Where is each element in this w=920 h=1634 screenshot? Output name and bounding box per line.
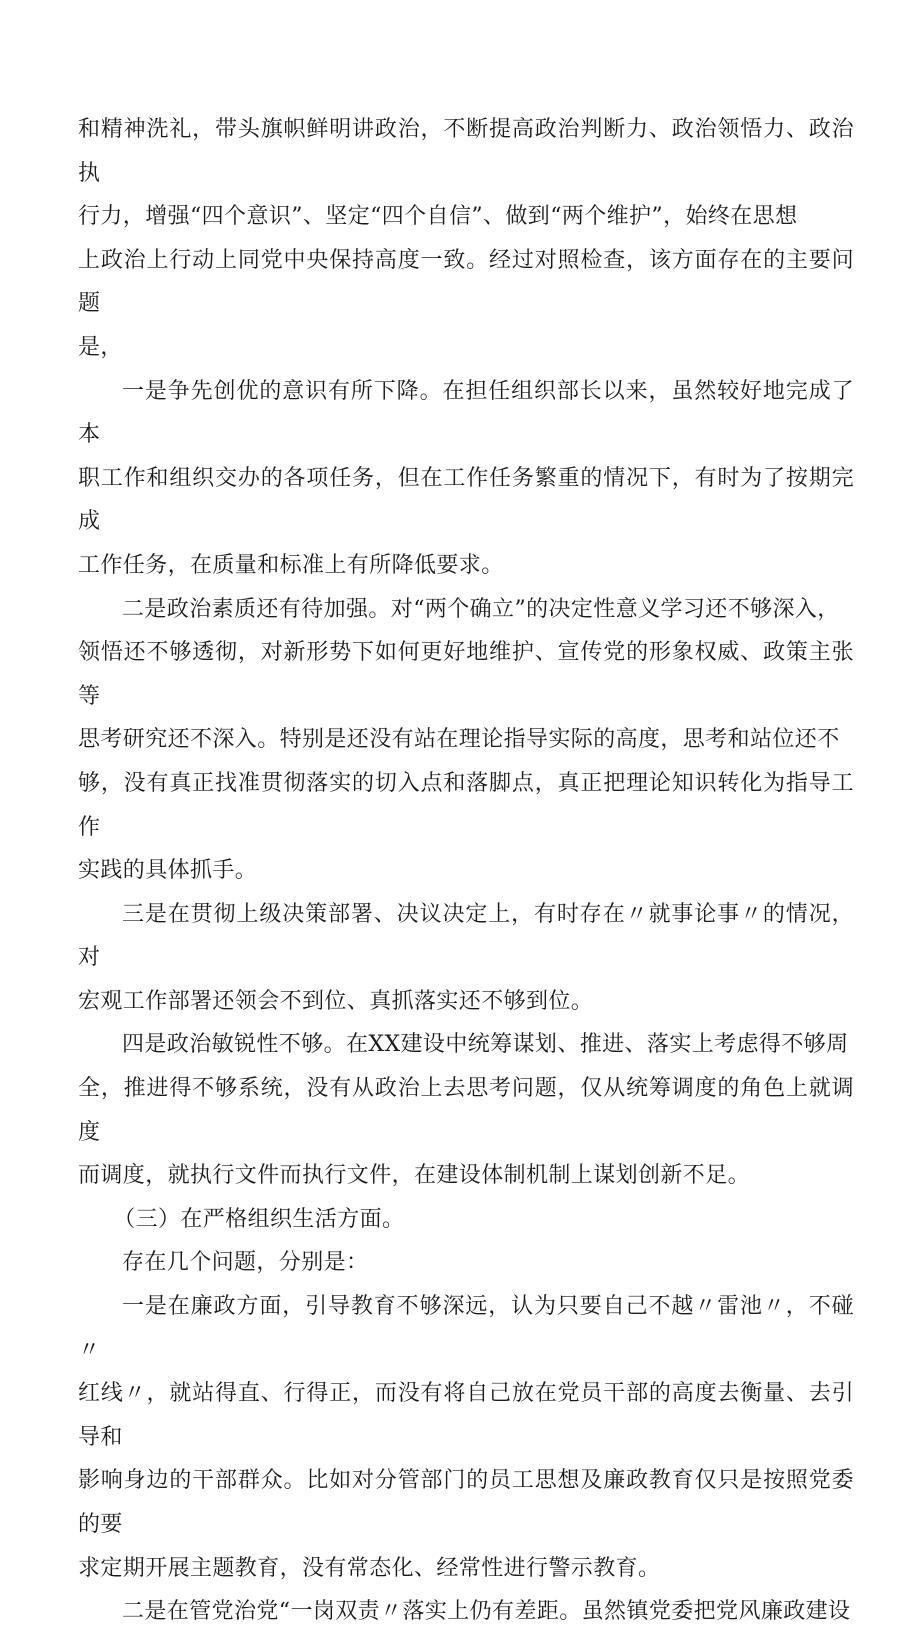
- paragraph-issue-four: [78, 1023, 854, 1197]
- text-line: 红线〃，就站得直、行得正，而没有将自己放在党员干部的高度去衡量、去引导和: [78, 1381, 854, 1450]
- text-line: 是，: [78, 334, 123, 360]
- section-heading: [78, 1198, 854, 1242]
- text-line: 实践的具体抓手。: [78, 858, 258, 884]
- text-line: 四是政治敏锐性不够。在XX建设中统筹谋划、推进、落实上考虑得不够周: [122, 1032, 849, 1058]
- document-body: [78, 108, 854, 1634]
- section-heading-text: （三）在严格组织生活方面。: [113, 1206, 405, 1232]
- text-line: 一是在廉政方面，引导教育不够深远，认为只要自己不越〃雷池〃，不碰〃: [78, 1294, 854, 1363]
- text-line: 上政治上行动上同党中央保持高度一致。经过对照检查，该方面存在的主要问题: [78, 247, 854, 317]
- text-line: 够，没有真正找准贯彻落实的切入点和落脚点，真正把理论知识转化为指导工作: [78, 770, 854, 840]
- text-line: 存在几个问题，分别是：: [122, 1250, 369, 1276]
- paragraph-issue-two: [78, 588, 854, 893]
- text-line: 工作任务，在质量和标准上有所降低要求。: [78, 552, 504, 578]
- text-line: 而调度，就执行文件而执行文件，在建设体制机制上谋划创新不足。: [78, 1163, 751, 1189]
- text-line: 二是政治素质还有待加强。对“两个确立”的决定性意义学习还不够深入，: [122, 596, 840, 622]
- text-line: 求定期开展主题教育，没有常态化、经常性进行警示教育。: [78, 1555, 661, 1581]
- text-line: 职工作和组织交办的各项任务，但在工作任务繁重的情况下，有时为了按期完成: [78, 465, 854, 535]
- text-line: 影响身边的干部群众。比如对分管部门的员工思想及廉政教育仅只是按照党委的要: [78, 1468, 854, 1537]
- text-line: 三是在贯彻上级决策部署、决议决定上，有时存在〃就事论事〃的情况，对: [78, 901, 854, 971]
- text-line: 一是争先创优的意识有所下降。在担任组织部长以来，虽然较好地完成了本: [78, 378, 854, 448]
- text-line: 宏观工作部署还领会不到位、真抓落实还不够到位。: [78, 988, 594, 1014]
- paragraph-problem-intro: [78, 1241, 854, 1285]
- text-line: 思考研究还不深入。特别是还没有站在理论指导实际的高度，思考和站位还不: [78, 727, 840, 753]
- paragraph-integrity-issue: [78, 1285, 854, 1590]
- text-line: 二是在管党治党“一岗双责〃落实上仍有差距。虽然镇党委把党风廉政建设: [122, 1599, 851, 1625]
- text-line: 行力，增强“四个意识”、坚定“四个自信”、做到“两个维护”，始终在思想: [78, 204, 798, 230]
- paragraph-party-governance-issue: [78, 1590, 854, 1634]
- text-line: 和精神洗礼，带头旗帜鲜明讲政治，不断提高政治判断力、政治领悟力、政治执: [78, 117, 854, 186]
- paragraph-intro-continuation: [78, 108, 854, 370]
- paragraph-issue-one: [78, 370, 854, 588]
- text-line: 全，推进得不够系统，没有从政治上去思考问题，仅从统筹调度的角色上就调度: [78, 1076, 854, 1145]
- paragraph-issue-three: [78, 893, 854, 1024]
- text-line: 领悟还不够透彻，对新形势下如何更好地维护、宣传党的形象权威、政策主张等: [78, 640, 854, 709]
